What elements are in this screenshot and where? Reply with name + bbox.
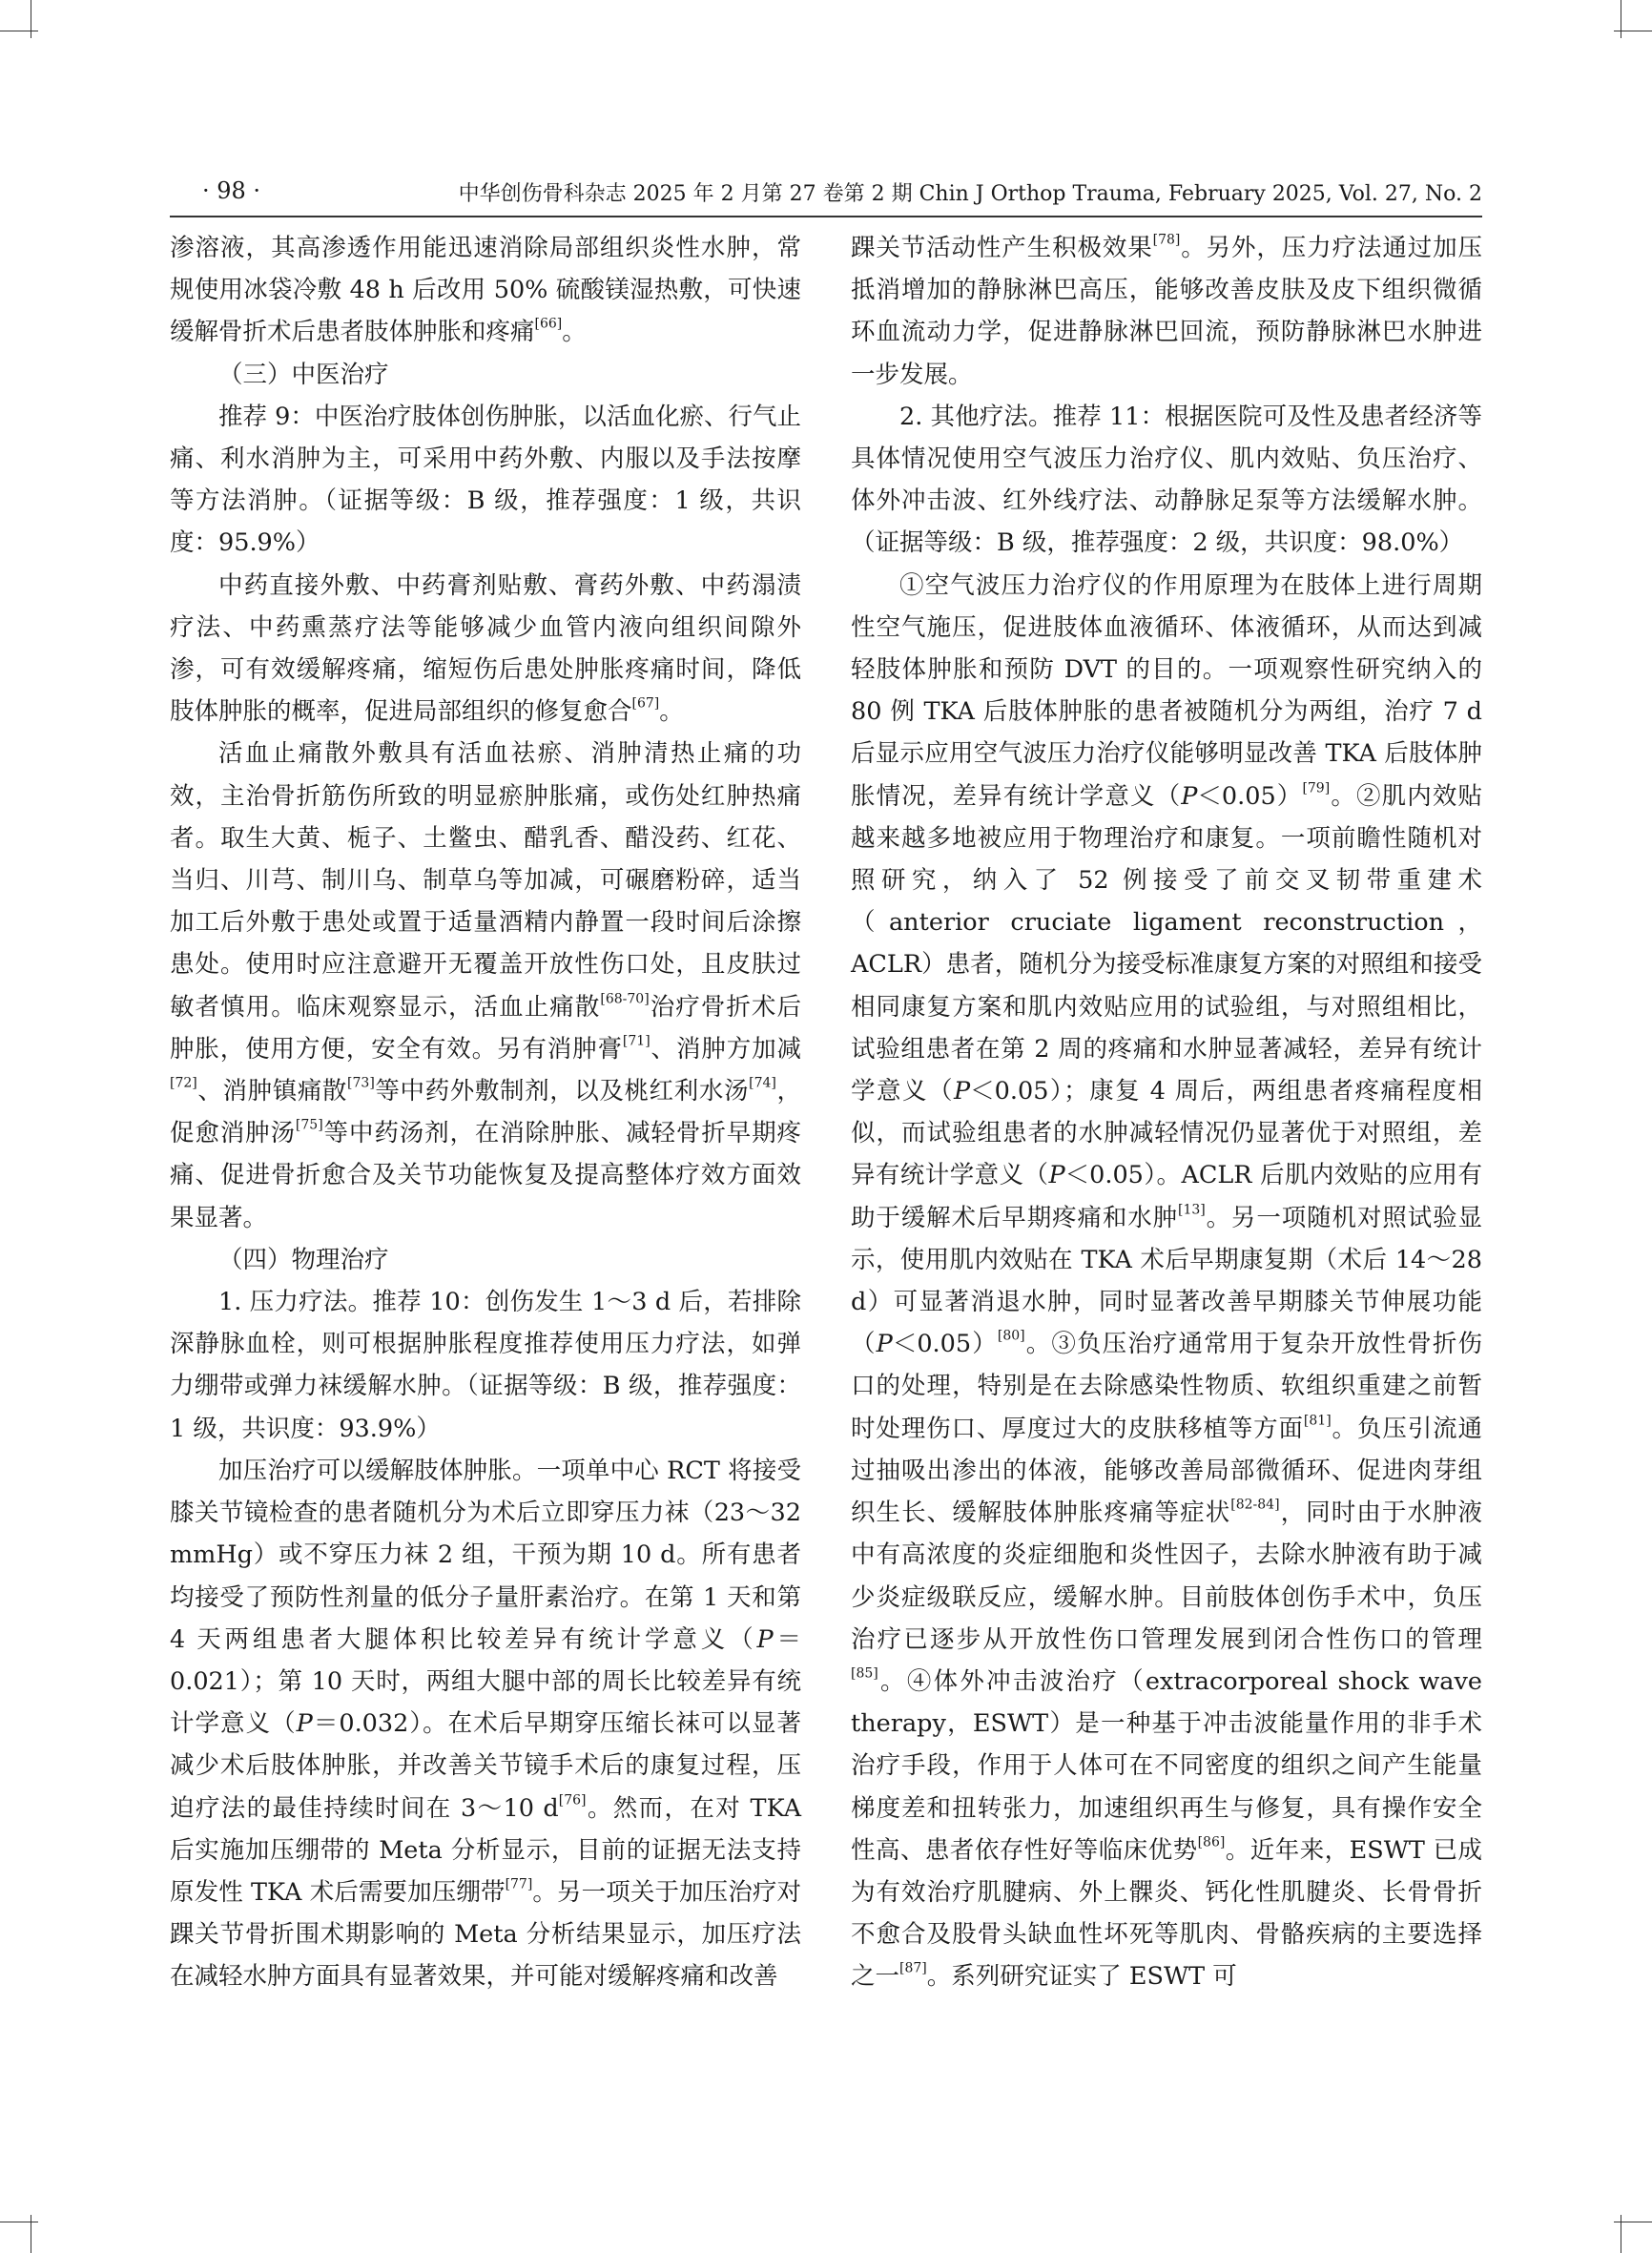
right-column	[851, 227, 1482, 1998]
citation-ref: [82-84]	[1230, 1497, 1280, 1513]
citation-ref: [68-70]	[600, 991, 650, 1007]
citation-ref: [86]	[1197, 1834, 1226, 1850]
recommendation-9: 推荐 9：中医治疗肢体创伤肿胀，以活血化瘀、行气止痛、利水消肿为主，可采用中药外敷、内服以及手法按摩等方法消肿。（证据等级：B 级，推荐强度：1 级，共识度：95.9%）	[170, 402, 801, 558]
recommendation-11: 2. 其他疗法。推荐 11：根据医院可及性及患者经济等具体情况使用空气波压力治疗仪、肌内效贴、负压治疗、体外冲击波、红外线疗法、动静脉足泵等方法缓解水肿。（证据等级：B 级，推荐强度：2 级，共识度：98.0%）	[851, 402, 1482, 558]
left-column	[170, 227, 801, 1998]
citation-ref: [75]	[295, 1117, 323, 1133]
section-heading-tcm: （三）中医治疗	[218, 360, 389, 389]
citation-ref: [73]	[347, 1075, 375, 1091]
citation-ref: [76]	[558, 1791, 587, 1808]
journal-citation: 中华创伤骨科杂志 2025 年 2 月第 27 卷第 2 期 Chin J Orthop Trauma, February 2025, Vol. 27, No. 2	[458, 182, 1482, 206]
citation-ref: [85]	[851, 1665, 878, 1682]
citation-ref: [80]	[997, 1328, 1025, 1344]
citation-ref: [79]	[1302, 780, 1331, 796]
paragraph-other-therapies: ①空气波压力治疗仪的作用原理为在肢体上进行周期性空气施压，促进肢体血液循环、体液循环，从而达到减轻肢体肿胀和预防 DVT 的目的。一项观察性研究纳入的 80 例 TKA 后肢体肿胀的患者被随机分为两组，治疗 7 d 后显示应用空气波压力治疗仪能够明显改善 TKA 后肢体肿胀情况，差异有统计学意义（P＜0.05）[79]。②肌内效贴越来越多地被应用于物理治疗和康复。一项前瞻性随机对照研究，纳入了 52 例接受了前交叉韧带重建术（anterior cruciate ligament reconstruction，ACLR）患者，随机分为接受标准康复方案的对照组和接受相同康复方案和肌内效贴应用的试验组，与对照组相比，试验组患者在第 2 周的疼痛和水肿显著减轻，差异有统计学意义（P＜0.05）；康复 4 周后，两组患者疼痛程度相似，而试验组患者的水肿减轻情况仍显著优于对照组，差异有统计学意义（P＜0.05）。ACLR 后肌内效贴的应用有助于缓解术后早期疼痛和水肿[13]。另一项随机对照试验显示，使用肌内效贴在 TKA 术后早期康复期（术后 14～28 d）可显著消退水肿，同时显著改善早期膝关节伸展功能（P＜0.05）[80]。③负压治疗通常用于复杂开放性骨折伤口的处理，特别是在去除感染性物质、软组织重建之前暂时处理伤口、厚度过大的皮肤移植等方面[81]。负压引流通过抽吸出渗出的体液，能够改善局部微循环、促进肉芽组织生长、缓解肢体肿胀疼痛等症状[82-84]，同时由于水肿液中有高浓度的炎症细胞和炎性因子，去除水肿液有助于减少炎症级联反应，缓解水肿。目前肢体创伤手术中，负压治疗已逐步从开放性伤口管理发展到闭合性伤口的管理[85]。④体外冲击波治疗（extracorporeal shock wave therapy，ESWT）是一种基于冲击波能量作用的非手术治疗手段，作用于人体可在不同密度的组织之间产生能量梯度差和扭转张力，加速组织再生与修复，具有操作安全性高、患者依存性好等临床优势[86]。近年来，ESWT 已成为有效治疗肌腱病、外上髁炎、钙化性肌腱炎、长骨骨折不愈合及股骨头缺血性坏死等肌肉、骨骼疾病的主要选择之一[87]。系列研究证实了 ESWT 可	[851, 570, 1482, 1992]
citation-ref: [72]	[170, 1075, 197, 1091]
citation-ref: [87]	[899, 1960, 927, 1976]
paragraph-continuation: 踝关节活动性产生积极效果[78]。另外，压力疗法通过加压抵消增加的静脉淋巴高压，能够改善皮肤及皮下组织微循环血流动力学，促进静脉淋巴回流，预防静脉淋巴水肿进一步发展。	[851, 232, 1482, 389]
header-rule	[170, 216, 1482, 217]
citation-ref: [71]	[622, 1033, 650, 1049]
recommendation-10: 1. 压力疗法。推荐 10：创伤发生 1～3 d 后，若排除深静脉血栓，则可根据肿胀程度推荐使用压力疗法，如弹力绷带或弹力袜缓解水肿。（证据等级：B 级，推荐强度：1 级，共识度：93.9%）	[170, 1288, 801, 1443]
paragraph-tcm-powder: 活血止痛散外敷具有活血祛瘀、消肿清热止痛的功效，主治骨折筋伤所致的明显瘀肿胀痛，或伤处红肿热痛者。取生大黄、栀子、土鳖虫、醋乳香、醋没药、红花、当归、川芎、制川乌、制草乌等加减，可碾磨粉碎，适当加工后外敷于患处或置于适量酒精内静置一段时间后涂擦患处。使用时应注意避开无覆盖开放性伤口处，且皮肤过敏者慎用。临床观察显示，活血止痛散[68-70]治疗骨折术后肿胀，使用方便，安全有效。另有消肿膏[71]、消肿方加减[72]、消肿镇痛散[73]等中药外敷制剂，以及桃红利水汤[74]，促愈消肿汤[75]等中药汤剂，在消除肿胀、减轻骨折早期疼痛、促进骨折愈合及关节功能恢复及提高整体疗效方面效果显著。	[170, 739, 801, 1232]
citation-ref: [13]	[1178, 1202, 1206, 1218]
paragraph-continuation: 渗溶液，其高渗透作用能迅速消除局部组织炎性水肿，常规使用冰袋冷敷 48 h 后改用 50% 硫酸镁湿热敷，可快速缓解骨折术后患者肢体肿胀和疼痛[66]。	[170, 234, 801, 347]
paragraph-compression: 加压治疗可以缓解肢体肿胀。一项单中心 RCT 将接受膝关节镜检查的患者随机分为术后立即穿压力袜（23～32 mmHg）或不穿压力袜 2 组，干预为期 10 d。所有患者均接受了预防性剂量的低分子量肝素治疗。在第 1 天和第 4 天两组患者大腿体积比较差异有统计学意义（P＝0.021）；第 10 天时，两组大腿中部的周长比较差异有统计学意义（P＝0.032）。在术后早期穿压缩长袜可以显著减少术后肢体肿胀，并改善关节镜手术后的康复过程，压迫疗法的最佳持续时间在 3～10 d[76]。然而，在对 TKA 后实施加压绷带的 Meta 分析显示，目前的证据无法支持原发性 TKA 术后需要加压绷带[77]。另一项关于加压治疗对踝关节骨折围术期影响的 Meta 分析结果显示，加压疗法在减轻水肿方面具有显著效果，并可能对缓解疼痛和改善	[170, 1456, 801, 1992]
citation-ref: [67]	[631, 695, 660, 712]
page-number: · 98 ·	[202, 177, 261, 204]
citation-ref: [74]	[749, 1075, 776, 1091]
citation-ref: [81]	[1303, 1413, 1332, 1429]
section-heading-physical: （四）物理治疗	[218, 1245, 389, 1274]
paragraph-tcm-external: 中药直接外敷、中药膏剂贴敷、膏药外敷、中药溻渍疗法、中药熏蒸疗法等能够减少血管内液向组织间隙外渗，可有效缓解疼痛，缩短伤后患处肿胀疼痛时间，降低肢体肿胀的概率，促进局部组织的修复愈合[67]。	[170, 570, 801, 727]
citation-ref: [78]	[1152, 232, 1181, 248]
citation-ref: [77]	[505, 1876, 533, 1892]
citation-ref: [66]	[534, 316, 563, 332]
running-header	[170, 174, 1482, 212]
